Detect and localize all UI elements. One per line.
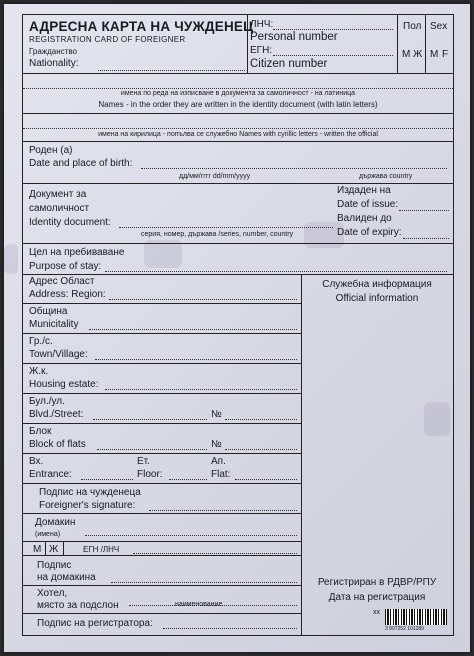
barcode-digits: 3 807252 101289 — [385, 626, 424, 632]
issue-date-field[interactable] — [399, 210, 449, 211]
form-title-en: REGISTRATION CARD OF FOREIGNER — [29, 35, 186, 44]
housing-label-en: Housing estate: — [29, 379, 99, 390]
official-info-title-bg: Служебна информация — [322, 279, 432, 290]
valid-label-en: Date of expiry: — [337, 227, 402, 238]
region-field[interactable] — [109, 299, 297, 300]
region-label-bg: Адрес Област — [29, 276, 95, 287]
hotel-label-1: Хотел, — [37, 588, 68, 599]
sex-male-en[interactable]: M — [430, 49, 439, 60]
names-cyrillic-field[interactable] — [23, 128, 453, 129]
foreigner-signature-label-bg: Подпис на чужденеца — [39, 487, 141, 498]
registered-label: Регистриран в РДВР/РПУ — [317, 577, 437, 588]
municipality-field[interactable] — [89, 329, 297, 330]
issued-label-en: Date of issue: — [337, 199, 399, 210]
flat-label-en: Flat: — [211, 469, 231, 480]
citizen-number-field[interactable] — [273, 55, 393, 56]
personal-number-label: Personal number — [250, 31, 338, 43]
fingerprint-stain — [4, 244, 18, 274]
floor-label-bg: Ет. — [137, 456, 150, 467]
egn-label: ЕГН: — [250, 45, 273, 56]
nationality-label: Nationality: — [29, 58, 79, 69]
host-egn-lnch-label: ЕГН /ЛНЧ — [83, 545, 120, 554]
host-label: Домакин — [35, 517, 76, 528]
floor-label-en: Floor: — [137, 469, 163, 480]
block-number-field[interactable] — [225, 449, 297, 450]
town-label-bg: Гр./с. — [29, 336, 53, 347]
identity-label-bg-2: самоличност — [29, 203, 90, 214]
street-number-label: № — [211, 409, 222, 420]
sex-label-bg: Пол — [403, 21, 422, 32]
purpose-label-en: Purpose of stay: — [29, 261, 102, 272]
entrance-field[interactable] — [81, 479, 133, 480]
hotel-label-2: място за подслон — [37, 600, 119, 611]
names-cyrillic-hint: имена на кирилица - попълва се служебно Names with cyrillic letters - written the official — [98, 131, 378, 138]
host-signature-field[interactable] — [111, 582, 297, 583]
sex-female-bg[interactable]: Ж — [413, 49, 423, 60]
document-sheet — [4, 4, 470, 652]
names-latin-hint-en: Names - in the order they are written in the identity document (with latin letters) — [98, 100, 378, 109]
flat-field[interactable] — [235, 479, 297, 480]
flat-label-bg: Ап. — [211, 456, 226, 467]
municipality-label-en: Municitality — [29, 319, 79, 330]
birth-label-en: Date and place of birth: — [29, 158, 133, 169]
purpose-field[interactable] — [105, 271, 447, 272]
housing-field[interactable] — [105, 389, 297, 390]
municipality-label-bg: Община — [29, 306, 68, 317]
valid-label-bg: Валиден до — [337, 213, 392, 224]
registrar-signature-field[interactable] — [163, 628, 297, 629]
street-number-field[interactable] — [225, 419, 297, 420]
birth-country-hint: държава country — [359, 173, 413, 180]
region-label-en: Address: Region: — [29, 289, 106, 300]
floor-field[interactable] — [169, 479, 207, 480]
xx-mark: xx — [373, 609, 380, 616]
lnch-label: ЛНЧ: — [250, 19, 274, 30]
names-latin-hint-bg: имена по реда на изписване в документа за самоличност - на латиница — [120, 90, 356, 97]
identity-hint: серия, номер, държава /series, number, country — [141, 231, 294, 238]
town-field[interactable] — [95, 359, 297, 360]
nationality-field[interactable] — [98, 70, 245, 71]
block-label-bg: Блок — [29, 426, 52, 437]
birth-date-hint: дд/мм/гггг dd/mm/yyyy — [179, 173, 251, 180]
host-names-field[interactable] — [85, 535, 297, 536]
official-info-title-en: Official information — [335, 293, 419, 304]
hotel-naming-hint: наименование — [175, 601, 223, 608]
birth-label-bg: Роден (а) — [29, 145, 73, 156]
names-latin-field[interactable] — [23, 88, 453, 89]
host-signature-label-2: на домакина — [37, 572, 96, 583]
host-sex-zh[interactable]: Ж — [49, 544, 59, 555]
host-names-hint: (имена) — [35, 531, 61, 538]
host-sex-m[interactable]: М — [33, 544, 42, 555]
street-field[interactable] — [93, 419, 207, 420]
entrance-label-en: Entrance: — [29, 469, 72, 480]
street-label-en: Blvd./Street: — [29, 409, 84, 420]
barcode — [385, 609, 447, 625]
purpose-label-bg: Цел на пребиваване — [29, 247, 125, 258]
block-label-en: Block of flats — [29, 439, 86, 450]
identity-document-field[interactable] — [119, 227, 333, 228]
identity-label-en: Identity document: — [29, 217, 111, 228]
sex-male-bg[interactable]: М — [402, 49, 411, 60]
block-number-label: № — [211, 439, 222, 450]
citizenship-label-bg: Гражданство — [29, 47, 77, 56]
identity-label-bg-1: Документ за — [29, 189, 87, 200]
foreigner-signature-label-en: Foreigner's signature: — [39, 500, 136, 511]
registration-date-label: Дата на регистрация — [328, 592, 426, 603]
form-title-bg: АДРЕСНА КАРТА НА ЧУЖДЕНЕЦ — [29, 19, 254, 34]
issued-label-bg: Издаден на — [337, 185, 391, 196]
sex-female-en[interactable]: F — [442, 49, 449, 60]
registrar-signature-label: Подпис на регистратора: — [37, 618, 153, 629]
sex-label-en: Sex — [430, 21, 448, 32]
host-egn-field[interactable] — [133, 553, 297, 554]
housing-label-bg: Ж.к. — [29, 366, 49, 377]
entrance-label-bg: Вх. — [29, 456, 44, 467]
personal-number-field[interactable] — [273, 29, 393, 30]
block-field[interactable] — [97, 449, 207, 450]
town-label-en: Town/Village: — [29, 349, 88, 360]
expiry-date-field[interactable] — [403, 238, 449, 239]
birth-field[interactable] — [141, 168, 447, 169]
citizen-number-label: Citizen number — [250, 58, 328, 70]
street-label-bg: Бул./ул. — [29, 396, 65, 407]
foreigner-signature-field[interactable] — [149, 510, 297, 511]
host-signature-label-1: Подпис — [37, 560, 72, 571]
registration-form — [22, 14, 454, 636]
